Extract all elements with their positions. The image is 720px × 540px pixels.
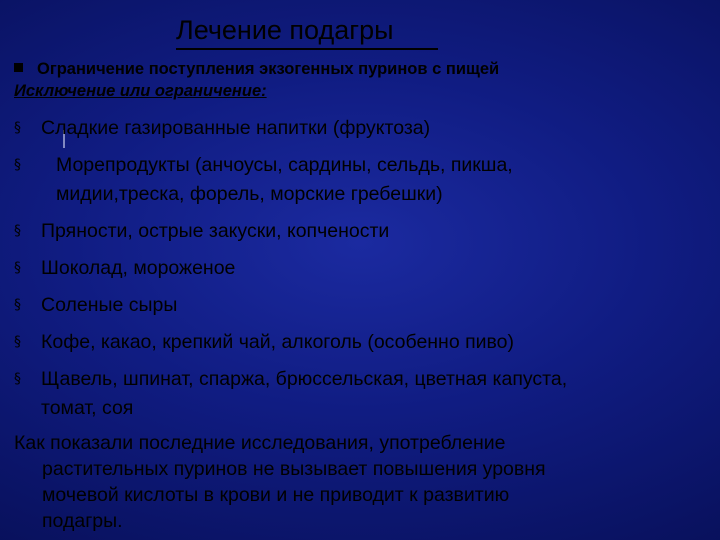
conclusion-line: подагры.	[42, 510, 123, 532]
list-item	[14, 365, 714, 423]
conclusion-line: мочевой кислоты в крови и не приводит к развитию	[42, 484, 510, 506]
conclusion-line: растительных пуринов не вызывает повышения уровня	[42, 458, 546, 480]
list-item-text: Кофе, какао, крепкий чай, алкоголь (особенно пиво)	[41, 331, 515, 353]
list-item	[14, 254, 714, 283]
list-item	[14, 217, 714, 246]
list-item-text-continued: мидии,треска, форель, морские гребешки)	[56, 183, 443, 205]
list-item	[14, 114, 714, 143]
subheading-line2: Исключение или ограничение:	[14, 82, 267, 100]
section-bullet-icon: §	[14, 223, 21, 239]
subheading-line1: Ограничение поступления экзогенных пуринов с пищей	[37, 60, 500, 78]
conclusion-line: Как показали последние исследования, употребление	[14, 432, 506, 454]
list-item-text: Щавель, шпинат, спаржа, брюссельская, цветная капуста,	[41, 368, 568, 390]
list-item-text: Шоколад, мороженое	[41, 257, 236, 279]
list-item-text-continued: томат, соя	[41, 397, 134, 419]
subheading	[14, 58, 499, 102]
section-bullet-icon: §	[14, 371, 21, 387]
square-bullet-icon	[14, 63, 23, 72]
section-bullet-icon: §	[14, 334, 21, 350]
section-bullet-icon: §	[14, 157, 21, 173]
food-list	[14, 114, 714, 431]
list-item	[14, 151, 714, 209]
list-item-text: Морепродукты (анчоусы, сардины, сельдь, пикша,	[56, 154, 513, 176]
list-item	[14, 328, 714, 357]
section-bullet-icon: §	[14, 297, 21, 313]
section-bullet-icon: §	[14, 260, 21, 276]
slide-title: Лечение подагры	[176, 15, 394, 45]
list-item	[14, 291, 714, 320]
list-item-text: Сладкие газированные напитки (фруктоза)	[41, 117, 431, 139]
list-item-text: Соленые сыры	[41, 294, 178, 316]
conclusion-paragraph	[14, 430, 714, 534]
section-bullet-icon: §	[14, 120, 21, 136]
title-underline	[176, 48, 438, 50]
list-item-text: Пряности, острые закуски, копчености	[41, 220, 390, 242]
